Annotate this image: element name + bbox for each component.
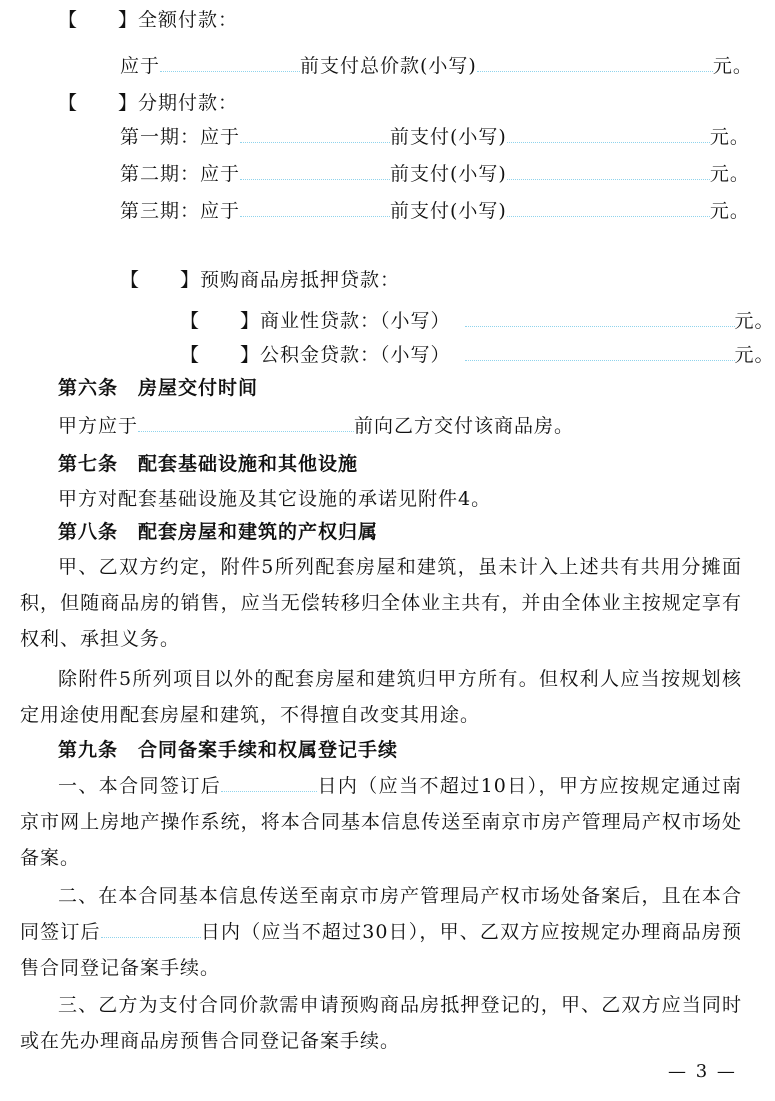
installment-period-3 [120,198,750,223]
period-middle: 前支付(小写) [390,163,507,185]
article-6-text [58,413,574,438]
period-name: 第二期：应于 [120,163,241,185]
item-2-prefix: 二、在本合同基本信息传送至南京市房产管理局产权市场处备案后，且在本合同签订后 [20,885,742,943]
provident-loan-row [180,342,775,367]
commercial-loan-label: 商业性贷款：（小写） [260,310,451,332]
commercial-loan-row [180,308,775,333]
full-payment-date-blank[interactable] [160,53,300,72]
article-7-text: 甲方对配套基础设施及其它设施的承诺见附件4。 [58,488,492,510]
item-1-rest: 日内（应当不超过10日），甲方应按规定通过南京市网上房地产操作系统，将本合同基本信息传送至南京市房产管理局产权市场处备案。 [20,775,742,869]
article-6-suffix: 前向乙方交付该商品房。 [354,415,575,437]
period-name: 第三期：应于 [120,200,241,222]
provident-loan-label: 公积金贷款：（小写） [260,344,451,366]
article-9-heading: 第九条 合同备案手续和权属登记手续 [58,739,399,761]
article-9-item-1 [20,768,742,876]
article-6-prefix: 甲方应于 [58,415,139,437]
mortgage-row [120,268,400,292]
item-1-prefix: 一、本合同签订后 [58,775,222,797]
full-payment-line [120,53,753,78]
article-8-paragraph-1: 甲、乙双方约定，附件5所列配套房屋和建筑，虽未计入上述共有共用分摊面积，但随商品房的销售，应当无偿转移归全体业主共有，并由全体业主按规定享有权利、承担义务。 [20,556,742,650]
full-payment-checkbox[interactable]: 【 】 [58,9,139,31]
article-9-item-3: 三、乙方为支付合同价款需申请预购商品房抵押登记的，甲、乙双方应当同时或在先办理商品房预售合同登记备案手续。 [20,994,742,1052]
full-payment-row [58,8,238,32]
article-8-heading: 第八条 配套房屋和建筑的产权归属 [58,521,379,543]
period-middle: 前支付(小写) [390,126,507,148]
full-payment-amount-blank[interactable] [477,53,713,72]
full-payment-label: 全额付款： [138,9,239,31]
installment-label: 分期付款： [138,92,239,114]
article-6-heading: 第六条 房屋交付时间 [58,377,259,399]
commercial-loan-checkbox[interactable]: 【 】 [180,310,261,332]
mortgage-checkbox[interactable]: 【 】 [120,269,201,291]
full-payment-unit: 元。 [712,55,753,77]
full-payment-middle: 前支付总价款(小写) [300,55,477,77]
full-payment-prefix: 应于 [120,55,161,77]
period-date-blank[interactable] [240,198,390,217]
period-date-blank[interactable] [240,124,390,143]
installment-period-1 [120,124,750,149]
item-2-rest: 日内（应当不超过30日），甲、乙双方应按规定办理商品房预售合同登记备案手续。 [20,921,742,979]
period-amount-blank[interactable] [507,198,710,217]
article-7-heading: 第七条 配套基础设施和其他设施 [58,453,359,475]
installment-checkbox[interactable]: 【 】 [58,92,139,114]
delivery-date-blank[interactable] [138,413,354,432]
mortgage-label: 预购商品房抵押贷款： [200,269,401,291]
page-number: — 3 — [668,1061,737,1082]
period-date-blank[interactable] [240,161,390,180]
period-unit: 元。 [709,200,750,222]
period-middle: 前支付(小写) [390,200,507,222]
period-unit: 元。 [709,163,750,185]
period-amount-blank[interactable] [507,124,710,143]
commercial-loan-unit: 元。 [734,310,775,332]
provident-loan-checkbox[interactable]: 【 】 [180,344,261,366]
filing-days-blank[interactable] [221,773,317,792]
period-name: 第一期：应于 [120,126,241,148]
provident-loan-unit: 元。 [734,344,775,366]
commercial-loan-amount-blank[interactable] [465,308,735,327]
registration-days-blank[interactable] [101,919,201,938]
provident-loan-amount-blank[interactable] [465,342,735,361]
installment-period-2 [120,161,750,186]
period-amount-blank[interactable] [507,161,710,180]
installment-row [58,91,238,115]
article-8-paragraph-2: 除附件5所列项目以外的配套房屋和建筑归甲方所有。但权利人应当按规划核定用途使用配套房屋和建筑，不得擅自改变其用途。 [20,668,742,726]
period-unit: 元。 [709,126,750,148]
article-9-item-2 [20,878,742,986]
